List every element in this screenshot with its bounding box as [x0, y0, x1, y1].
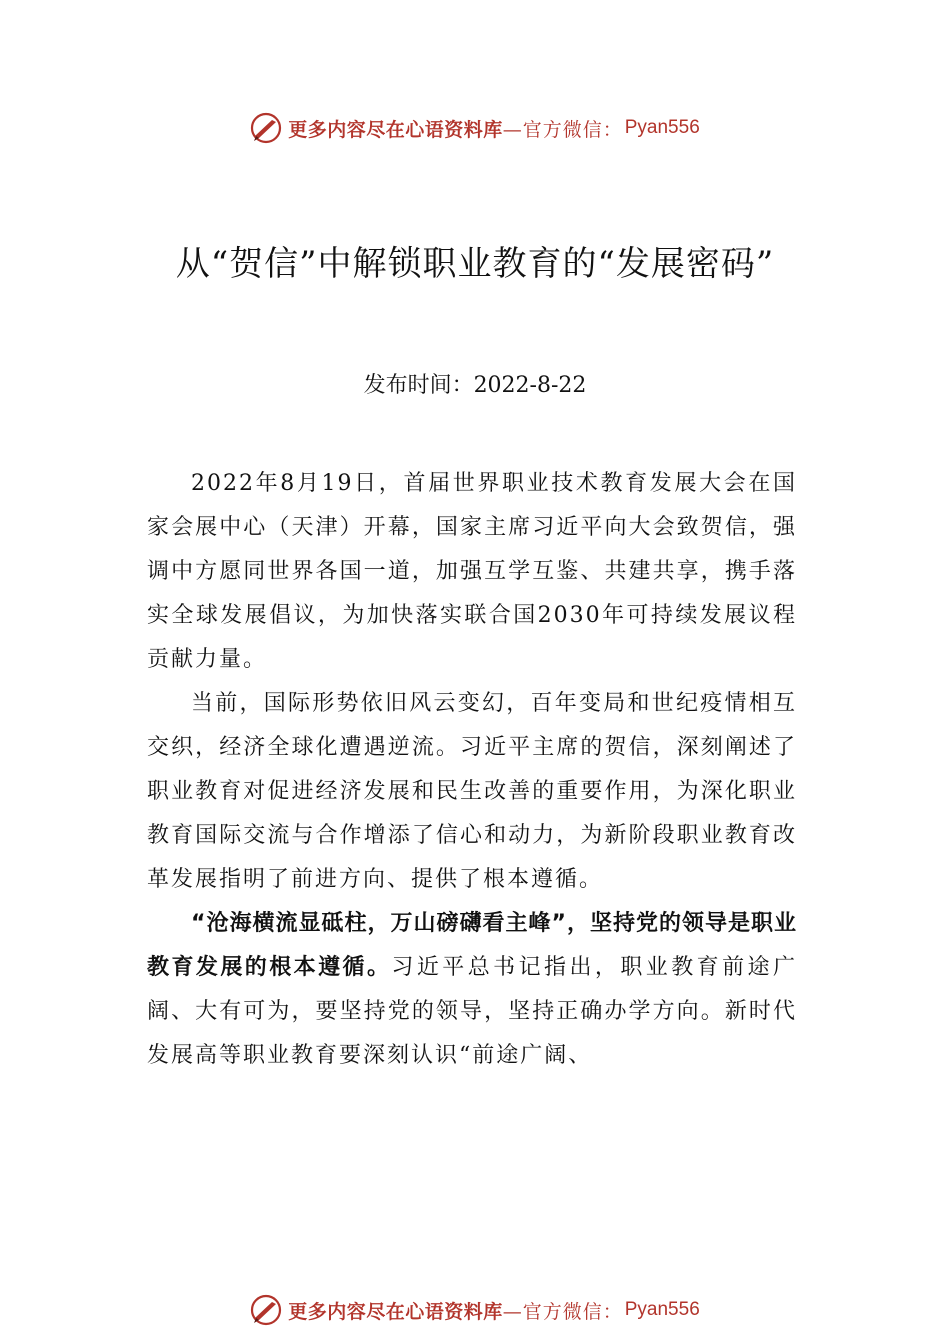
paragraph-2: 当前，国际形势依旧风云变幻，百年变局和世纪疫情相互交织，经济全球化遭遇逆流。习近平主席的贺信，深刻阐述了职业教育对促进经济发展和民生改善的重要作用，为深化职业教育国际交流与合作增添了信心和动力，为新阶段职业教育改革发展指明了前进方向、提供了根本遵循。: [147, 691, 797, 892]
banner-sub-text: —官方微信：: [502, 118, 623, 141]
banner-wechat-id: Pyan556: [624, 1299, 700, 1320]
article-body: [147, 462, 797, 1078]
footer-watermark-banner: [0, 1290, 950, 1330]
header-watermark-banner: [0, 108, 950, 148]
banner-wechat-id: Pyan556: [624, 117, 700, 138]
pen-logo-icon: [250, 1294, 282, 1326]
publish-time: 发布时间：2022-8-22: [363, 373, 587, 398]
banner-main-text: 更多内容尽在心语资料库: [288, 118, 503, 141]
paragraph-3-bold-lead: “沧海横流显砥柱，万山磅礴看主峰”，坚持党的领导是职业教育发展的根本遵循。: [147, 911, 797, 980]
paragraph-3-text: 习近平总书记指出，职业教育前途广阔、大有可为，要坚持党的领导，坚持正确办学方向。新时代发展高等职业教育要深刻认识“前途广阔、: [147, 955, 797, 1068]
paragraph-1: 2022年8月19日，首届世界职业技术教育发展大会在国家会展中心（天津）开幕，国家主席习近平向大会致贺信，强调中方愿同世界各国一道，加强互学互鉴、共建共享，携手落实全球发展倡议，为加快落实联合国2030年可持续发展议程贡献力量。: [147, 471, 797, 672]
paragraph-3: [147, 902, 797, 1078]
banner-main-text: 更多内容尽在心语资料库: [288, 1300, 503, 1323]
pen-logo-icon: [250, 112, 282, 144]
banner-sub-text: —官方微信：: [502, 1300, 623, 1323]
article-title: 从“贺信”中解锁职业教育的“发展密码”: [175, 244, 775, 284]
